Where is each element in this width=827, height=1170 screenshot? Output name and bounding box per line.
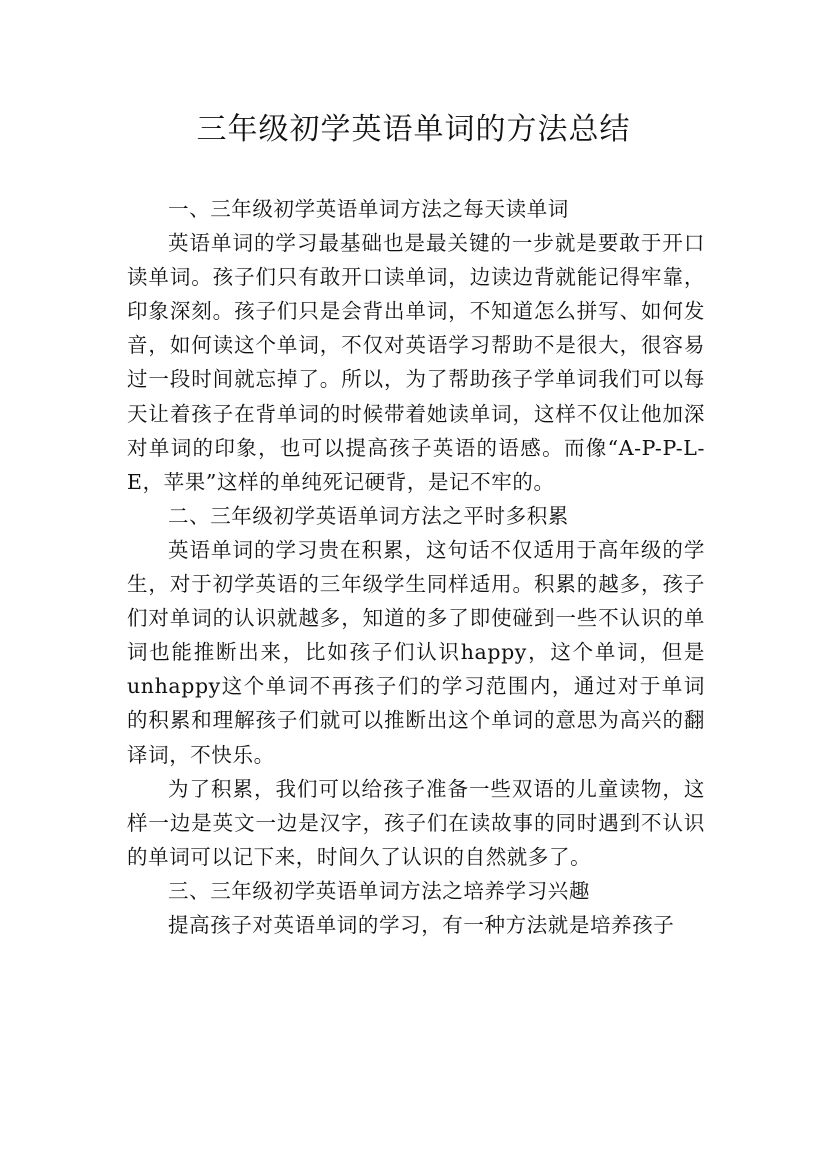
section-heading: 一、三年级初学英语单词方法之每天读单词 bbox=[168, 197, 569, 221]
document-title: 三年级初学英语单词的方法总结 bbox=[196, 112, 631, 147]
section-heading: 三、三年级初学英语单词方法之培养学习兴趣 bbox=[168, 878, 590, 903]
paragraph: 英语单词的学习最基础也是最关键的一步就是要敢于开口读单词。孩子们只有敢开口读单词，边读边背就能记得牢靠，印象深刻。孩子们只是会背出单词，不知道怎么拼写、如何发音，如何读这个单词，不仅对英语学习帮助不是很大，很容易过一段时间就忘掉了。所以，为了帮助孩子学单词我们可以每天让着孩子在背单词的时候带着她读单词，这样不仅让他加深对单词的印象，也可以提高孩子英语的语感。而像“A-P-P-L-E，苹果”这样的单纯死记硬背，是记不牢的。 bbox=[127, 231, 705, 494]
paragraph: 提高孩子对英语单词的学习，有一种方法就是培养孩子 bbox=[168, 912, 675, 937]
section-heading: 二、三年级初学英语单词方法之平时多积累 bbox=[168, 503, 569, 528]
paragraph: 英语单词的学习贵在积累，这句话不仅适用于高年级的学生，对于初学英语的三年级学生同样适用。积累的越多，孩子们对单词的认识就越多，知道的多了即使碰到一些不认识的单词也能推断出来，比如孩子们认识happy，这个单词，但是unhappy这个单词不再孩子们的学习范围内，通过对于单词的积累和理解孩子们就可以推断出这个单词的意思为高兴的翻译词，不快乐。 bbox=[127, 537, 705, 767]
document-body bbox=[127, 192, 705, 942]
paragraph: 为了积累，我们可以给孩子准备一些双语的儿童读物，这样一边是英文一边是汉字，孩子们在读故事的同时遇到不认识的单词可以记下来，时间久了认识的自然就多了。 bbox=[127, 776, 705, 869]
